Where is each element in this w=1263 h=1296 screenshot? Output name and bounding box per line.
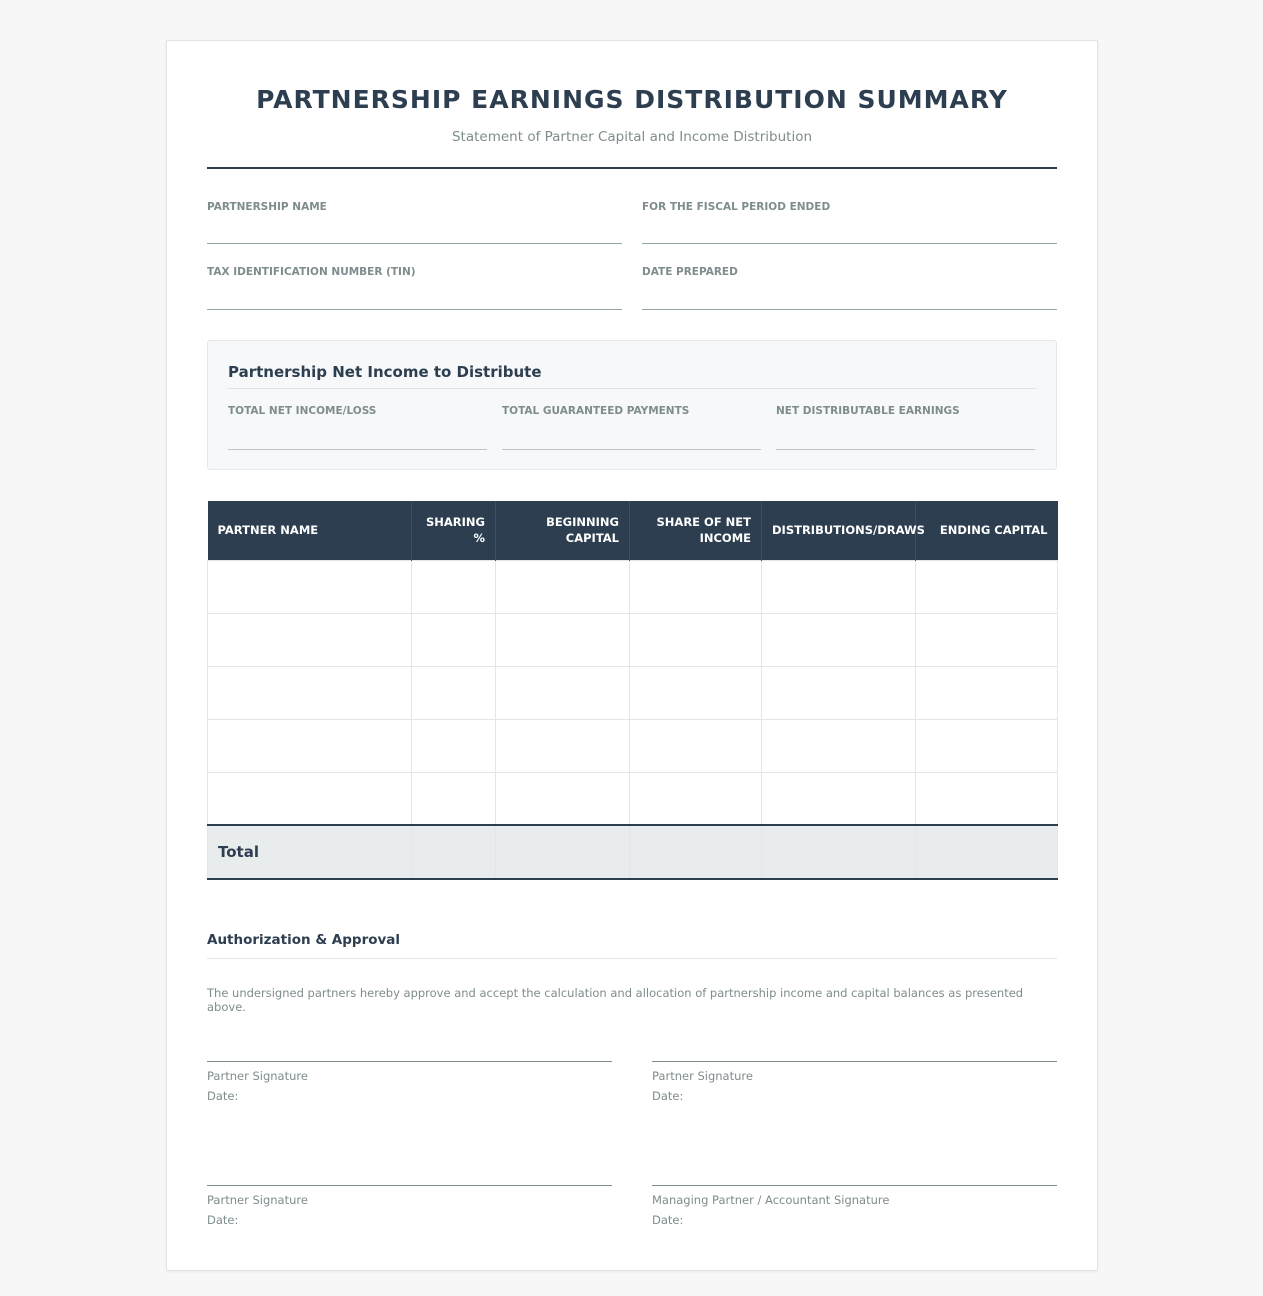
authorization-divider (207, 958, 1057, 959)
signature-block-2[interactable] (652, 1061, 1057, 1103)
total-net-income-line (228, 449, 487, 450)
total-net-income-label: TOTAL NET INCOME/LOSS (228, 405, 377, 417)
total-cell[interactable] (916, 825, 1058, 879)
partnership-name-field[interactable] (207, 201, 622, 227)
table-cell[interactable] (208, 772, 412, 825)
tin-field[interactable] (207, 266, 622, 292)
col-header-share-net-income: SHARE OF NET INCOME (630, 501, 762, 560)
guaranteed-payments-label: TOTAL GUARANTEED PAYMENTS (502, 405, 690, 417)
col-header-distributions: DISTRIBUTIONS/DRAWS (762, 501, 916, 560)
authorization-title: Authorization & Approval (207, 932, 401, 948)
signature-role: Partner Signature (207, 1193, 308, 1207)
total-net-income-value[interactable] (228, 417, 487, 431)
fiscal-period-value[interactable] (642, 213, 1057, 227)
table-cell[interactable] (496, 666, 630, 719)
signature-date-label: Date: (652, 1213, 684, 1227)
signature-block-4[interactable] (652, 1185, 1057, 1227)
table-cell[interactable] (762, 772, 916, 825)
total-cell[interactable] (630, 825, 762, 879)
signature-line[interactable] (652, 1061, 1057, 1062)
title-divider (207, 167, 1057, 169)
table-row (208, 613, 1058, 666)
guaranteed-payments-line (502, 449, 761, 450)
table-cell[interactable] (412, 719, 496, 772)
signature-line[interactable] (207, 1185, 612, 1186)
table-cell[interactable] (208, 719, 412, 772)
table-row (208, 719, 1058, 772)
authorization-statement: The undersigned partners hereby approve and accept the calculation and allocation of partnership income and capital balances as presented above. (207, 986, 1024, 1014)
total-label: Total (208, 825, 412, 879)
signature-line[interactable] (652, 1185, 1057, 1186)
total-row (208, 825, 1058, 879)
distribution-table (207, 501, 1058, 880)
signature-block-1[interactable] (207, 1061, 612, 1103)
net-distributable-value[interactable] (776, 417, 1035, 431)
total-cell[interactable] (762, 825, 916, 879)
tin-line (207, 309, 622, 310)
table-cell[interactable] (496, 719, 630, 772)
table-row (208, 772, 1058, 825)
table-cell[interactable] (916, 666, 1058, 719)
fiscal-period-field[interactable] (642, 201, 1057, 227)
table-cell[interactable] (762, 560, 916, 613)
date-prepared-label: DATE PREPARED (642, 266, 738, 278)
guaranteed-payments-field[interactable] (502, 405, 761, 431)
table-cell[interactable] (630, 613, 762, 666)
table-cell[interactable] (916, 613, 1058, 666)
table-cell[interactable] (762, 613, 916, 666)
date-prepared-field[interactable] (642, 266, 1057, 292)
signature-date-label: Date: (207, 1213, 239, 1227)
total-cell[interactable] (412, 825, 496, 879)
table-cell[interactable] (630, 560, 762, 613)
fiscal-period-line (642, 243, 1057, 244)
table-cell[interactable] (496, 613, 630, 666)
signature-role: Partner Signature (652, 1069, 753, 1083)
total-net-income-field[interactable] (228, 405, 487, 431)
partnership-name-value[interactable] (207, 213, 622, 227)
net-distributable-label: NET DISTRIBUTABLE EARNINGS (776, 405, 960, 417)
partnership-name-label: PARTNERSHIP NAME (207, 201, 327, 213)
table-cell[interactable] (916, 772, 1058, 825)
table-cell[interactable] (412, 560, 496, 613)
col-header-partner-name: PARTNER NAME (208, 501, 412, 560)
tin-label: TAX IDENTIFICATION NUMBER (TIN) (207, 266, 416, 278)
table-cell[interactable] (208, 613, 412, 666)
signature-role: Partner Signature (207, 1069, 308, 1083)
document-page (166, 40, 1098, 1271)
net-income-section (207, 340, 1057, 470)
guaranteed-payments-value[interactable] (502, 417, 761, 431)
table-cell[interactable] (496, 560, 630, 613)
col-header-beginning-capital: BEGINNING CAPITAL (496, 501, 630, 560)
net-income-title: Partnership Net Income to Distribute (228, 363, 542, 381)
signature-date-label: Date: (207, 1089, 239, 1103)
table-cell[interactable] (208, 666, 412, 719)
signature-line[interactable] (207, 1061, 612, 1062)
table-cell[interactable] (916, 719, 1058, 772)
partnership-name-line (207, 243, 622, 244)
table-cell[interactable] (916, 560, 1058, 613)
date-prepared-line (642, 309, 1057, 310)
date-prepared-value[interactable] (642, 278, 1057, 292)
table-cell[interactable] (496, 772, 630, 825)
table-cell[interactable] (208, 560, 412, 613)
table-cell[interactable] (762, 719, 916, 772)
net-distributable-line (776, 449, 1035, 450)
col-header-sharing: SHARING % (412, 501, 496, 560)
table-cell[interactable] (412, 666, 496, 719)
fiscal-period-label: FOR THE FISCAL PERIOD ENDED (642, 201, 831, 213)
col-header-ending-capital: ENDING CAPITAL (916, 501, 1058, 560)
table-cell[interactable] (762, 666, 916, 719)
document-title: PARTNERSHIP EARNINGS DISTRIBUTION SUMMARY (256, 85, 1008, 114)
table-header-row (208, 501, 1058, 560)
table-cell[interactable] (630, 719, 762, 772)
document-subtitle: Statement of Partner Capital and Income Distribution (451, 129, 813, 145)
table-row (208, 560, 1058, 613)
table-cell[interactable] (412, 772, 496, 825)
table-cell[interactable] (412, 613, 496, 666)
signature-block-3[interactable] (207, 1185, 612, 1227)
net-income-divider (228, 388, 1036, 389)
total-cell[interactable] (496, 825, 630, 879)
table-cell[interactable] (630, 772, 762, 825)
signature-role: Managing Partner / Accountant Signature (652, 1193, 890, 1207)
signature-date-label: Date: (652, 1089, 684, 1103)
net-distributable-field[interactable] (776, 405, 1035, 431)
tin-value[interactable] (207, 278, 622, 292)
table-row (208, 666, 1058, 719)
table-cell[interactable] (630, 666, 762, 719)
